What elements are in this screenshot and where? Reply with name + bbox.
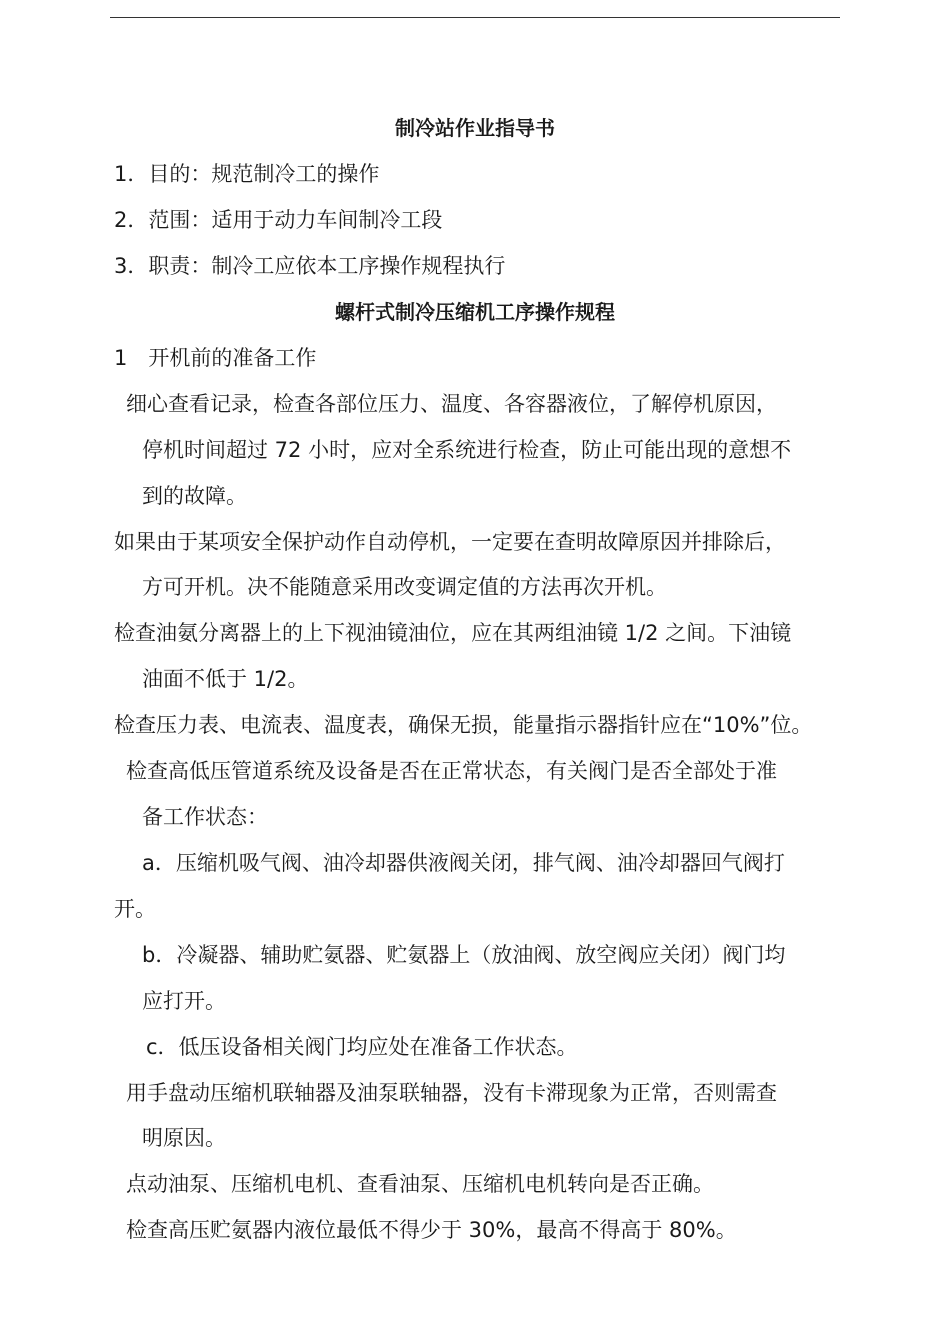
paragraph-safety-stop-line2: 方可开机。决不能随意采用改变调定值的方法再次开机。	[142, 575, 667, 599]
list-item-a-line2: 开。	[114, 897, 156, 921]
intro-scope: 2．范围：适用于动力车间制冷工段	[114, 208, 443, 232]
paragraph-coupling-line2: 明原因。	[142, 1126, 226, 1150]
paragraph-coupling-line1: 用手盘动压缩机联轴器及油泵联轴器，没有卡滞现象为正常，否则需查	[126, 1081, 777, 1105]
document-title: 制冷站作业指导书	[395, 116, 555, 140]
paragraph-receiver-level: 检查高压贮氨器内液位最低不得少于 30%，最高不得高于 80%。	[126, 1218, 737, 1242]
paragraph-pipes-line2: 备工作状态：	[142, 805, 268, 829]
paragraph-oil-level-line1: 检查油氨分离器上的上下视油镜油位，应在其两组油镜 1/2 之间。下油镜	[114, 621, 792, 645]
intro-purpose: 1．目的：规范制冷工的操作	[114, 162, 380, 186]
heading-preparation: 1 开机前的准备工作	[114, 346, 317, 370]
paragraph-check-records-line1: 细心查看记录，检查各部位压力、温度、各容器液位，了解停机原因，	[126, 392, 777, 416]
list-item-b-line2: 应打开。	[142, 989, 226, 1013]
paragraph-pipes-line1: 检查高低压管道系统及设备是否在正常状态，有关阀门是否全部处于准	[126, 759, 777, 783]
paragraph-jog-motors: 点动油泵、压缩机电机、查看油泵、压缩机电机转向是否正确。	[126, 1172, 714, 1196]
list-item-b-line1: b．冷凝器、辅助贮氨器、贮氨器上（放油阀、放空阀应关闭）阀门均	[142, 943, 786, 967]
header-rule	[110, 17, 840, 18]
paragraph-check-records-line3: 到的故障。	[142, 484, 247, 508]
paragraph-check-records-line2: 停机时间超过 72 小时，应对全系统进行检查，防止可能出现的意想不	[142, 438, 792, 462]
intro-responsibility: 3．职责：制冷工应依本工序操作规程执行	[114, 254, 506, 278]
paragraph-safety-stop-line1: 如果由于某项安全保护动作自动停机，一定要在查明故障原因并排除后，	[114, 530, 786, 554]
section-title: 螺杆式制冷压缩机工序操作规程	[335, 300, 615, 324]
paragraph-gauges: 检查压力表、电流表、温度表，确保无损，能量指示器指针应在“10%”位。	[114, 713, 813, 737]
paragraph-oil-level-line2: 油面不低于 1/2。	[142, 667, 309, 691]
list-item-c: c．低压设备相关阀门均应处在准备工作状态。	[146, 1035, 578, 1059]
list-item-a-line1: a．压缩机吸气阀、油冷却器供液阀关闭，排气阀、油冷却器回气阀打	[142, 851, 785, 875]
